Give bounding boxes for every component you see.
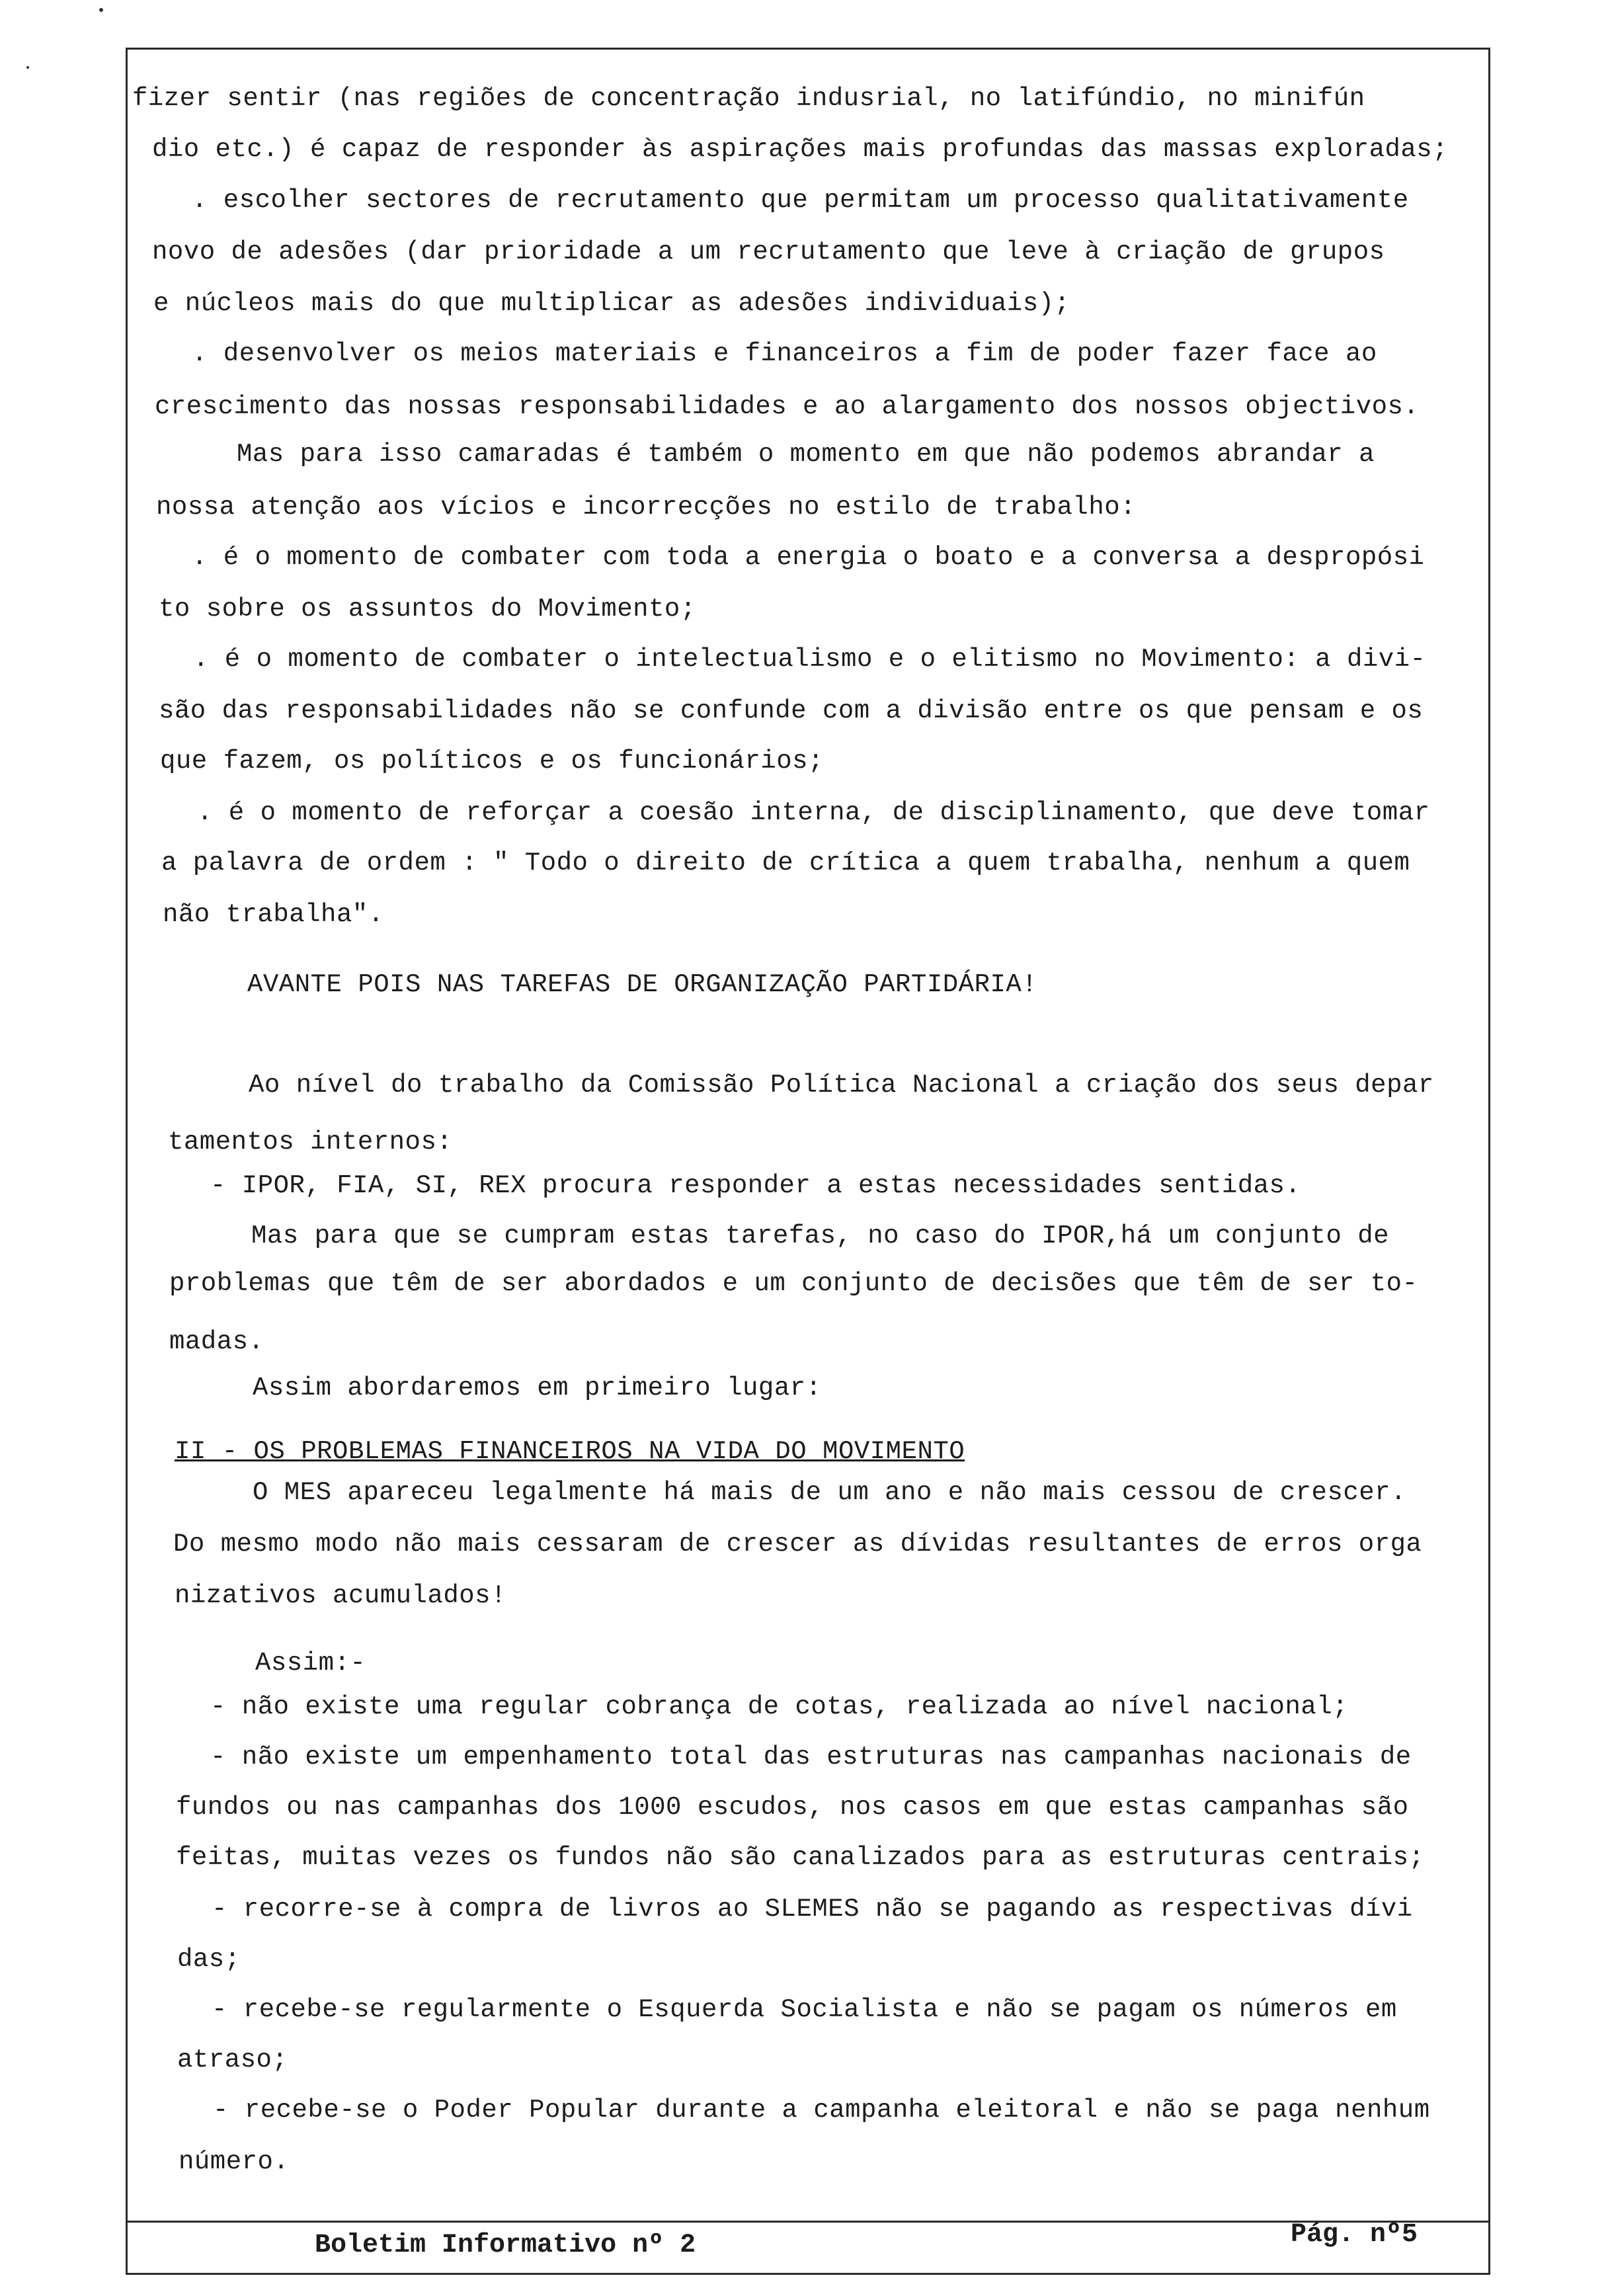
section-title: II - OS PROBLEMAS FINANCEIROS NA VIDA DO MOVIMENTO	[175, 1437, 965, 1466]
text-line: Do mesmo modo não mais cessaram de crescer as dívidas resultantes de erros orga	[173, 1530, 1422, 1559]
text-line: crescimento das nossas responsabilidades e ao alargamento dos nossos objectivos.	[155, 392, 1420, 421]
text-line: tamentos internos:	[168, 1128, 453, 1157]
text-line: - IPOR, FIA, SI, REX procura responder a estas necessidades sentidas.	[210, 1171, 1301, 1200]
text-line: que fazem, os políticos e os funcionários;	[160, 747, 824, 776]
text-line: . é o momento de combater com toda a energia o boato e a conversa a despropósi	[192, 543, 1425, 572]
text-line: feitas, muitas vezes os fundos não são canalizados para as estruturas centrais;	[176, 1843, 1425, 1872]
text-line: e núcleos mais do que multiplicar as adesões individuais);	[153, 289, 1070, 318]
text-line: to sobre os assuntos do Movimento;	[159, 594, 696, 624]
scan-speck	[99, 8, 103, 12]
text-line: - não existe uma regular cobrança de cotas, realizada ao nível nacional;	[210, 1692, 1349, 1721]
text-line: problemas que têm de ser abordados e um conjunto de decisões que têm de ser to-	[169, 1269, 1418, 1298]
section-heading: AVANTE POIS NAS TAREFAS DE ORGANIZAÇÃO PARTIDÁRIA!	[247, 970, 1038, 999]
text-line: não trabalha".	[163, 900, 384, 929]
text-line: atraso;	[177, 2045, 288, 2074]
text-line: nossa atenção aos vícios e incorrecções no estilo de trabalho:	[156, 493, 1137, 522]
text-line: . escolher sectores de recrutamento que permitam um processo qualitativamente	[192, 186, 1409, 215]
text-line: O MES apareceu legalmente há mais de um ano e não mais cessou de crescer.	[253, 1478, 1406, 1507]
text-line: - não existe um empenhamento total das estruturas nas campanhas nacionais de	[210, 1742, 1412, 1772]
text-line: número.	[179, 2147, 290, 2176]
footer-title: Boletim Informativo nº 2	[315, 2231, 696, 2260]
text-line: fizer sentir (nas regiões de concentração indusrial, no latifúndio, no minifún	[132, 84, 1365, 113]
scan-speck	[26, 66, 29, 69]
text-line: são das responsabilidades não se confunde com a divisão entre os que pensam e os	[159, 696, 1424, 725]
text-line: Assim abordaremos em primeiro lugar:	[253, 1374, 822, 1403]
text-line: dio etc.) é capaz de responder às aspirações mais profundas das massas exploradas;	[152, 135, 1449, 164]
page-border	[126, 48, 1490, 2275]
text-line: . é o momento de reforçar a coesão interna, de disciplinamento, que deve tomar	[197, 798, 1430, 827]
text-line: . é o momento de combater o intelectualismo e o elitismo no Movimento: a divi-	[193, 645, 1426, 674]
text-line: Mas para que se cumpram estas tarefas, no caso do IPOR,há um conjunto de	[251, 1221, 1390, 1250]
text-line: novo de adesões (dar prioridade a um recrutamento que leve à criação de grupos	[152, 237, 1385, 266]
text-line: Assim:-	[255, 1649, 366, 1678]
footer-divider	[126, 2221, 1490, 2223]
text-line: Mas para isso camaradas é também o momento em que não podemos abrandar a	[237, 440, 1375, 469]
text-line: a palavra de ordem : " Todo o direito de crítica a quem trabalha, nenhum a quem	[161, 848, 1410, 878]
text-line: Ao nível do trabalho da Comissão Política Nacional a criação dos seus depar	[249, 1071, 1434, 1100]
page-number: Pág. nº5	[1291, 2220, 1418, 2250]
text-line: nizativos acumulados!	[175, 1581, 506, 1610]
text-line: das;	[177, 1945, 241, 1974]
text-line: - recebe-se regularmente o Esquerda Socialista e não se pagam os números em	[212, 1995, 1397, 2024]
text-line: madas.	[169, 1327, 264, 1356]
text-line: - recorre-se à compra de livros ao SLEMES não se pagando as respectivas dívi	[212, 1895, 1413, 1924]
text-line: fundos ou nas campanhas dos 1000 escudos, nos casos em que estas campanhas são	[176, 1793, 1409, 1822]
text-line: - recebe-se o Poder Popular durante a campanha eleitoral e não se paga nenhum	[213, 2096, 1430, 2125]
text-line: . desenvolver os meios materiais e financeiros a fim de poder fazer face ao	[192, 339, 1377, 368]
